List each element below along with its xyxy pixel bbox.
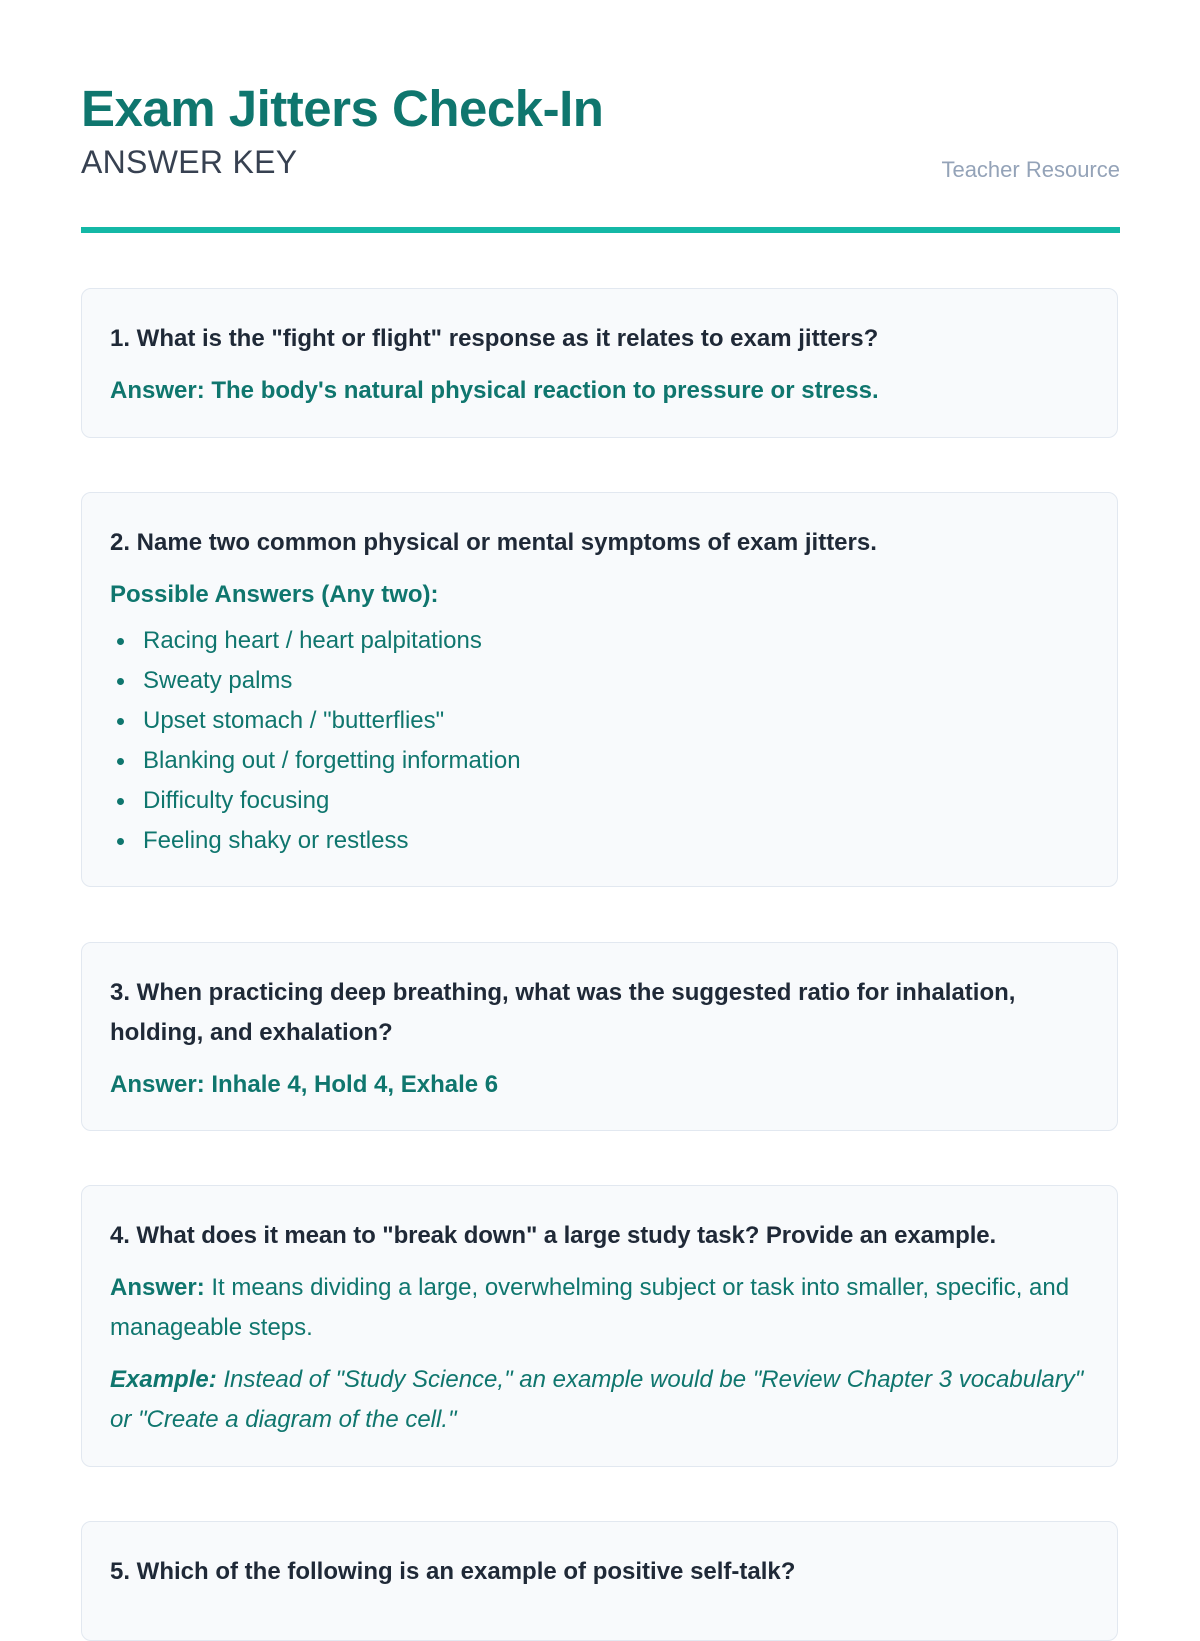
question-text: 3. When practicing deep breathing, what was the suggested ratio for inhalation, holding, and exhalation? [110, 979, 1016, 1046]
page-title: Exam Jitters Check-In [81, 80, 604, 137]
answer-body: It means dividing a large, overwhelming subject or task into smaller, specific, and manageable steps. [110, 1274, 1070, 1341]
bullet-icon [117, 758, 124, 765]
answer-text: Answer: Inhale 4, Hold 4, Exhale 6 [110, 1071, 499, 1098]
list-item-text: Feeling shaky or restless [143, 827, 409, 854]
list-item [110, 621, 1089, 661]
page-header [81, 0, 1120, 234]
list-item-text: Blanking out / forgetting information [143, 747, 521, 774]
bullet-icon [117, 678, 124, 685]
answer-list [110, 621, 1089, 861]
list-item [110, 701, 1089, 741]
list-item-text: Difficulty focusing [143, 787, 330, 814]
bullet-icon [117, 718, 124, 725]
question-text: 1. What is the "fight or flight" response as it relates to exam jitters? [110, 325, 879, 352]
example-lead: Example: [110, 1366, 217, 1393]
list-item-text: Racing heart / heart palpitations [143, 627, 482, 654]
header-divider [81, 227, 1120, 233]
list-item [110, 661, 1089, 701]
answer-text [110, 1268, 1089, 1348]
question-card-2 [81, 492, 1118, 887]
page-subtitle: ANSWER KEY [81, 144, 298, 180]
answer-heading: Possible Answers (Any two): [110, 581, 439, 608]
bullet-icon [117, 638, 124, 645]
question-text: 4. What does it mean to "break down" a large study task? Provide an example. [110, 1222, 997, 1249]
list-item [110, 821, 1089, 861]
list-item [110, 741, 1089, 781]
answer-lead: Answer: [110, 1274, 205, 1301]
bullet-icon [117, 838, 124, 845]
question-card-5 [81, 1521, 1118, 1641]
bullet-icon [117, 798, 124, 805]
answer-key-page [81, 0, 1120, 1585]
list-item-text: Upset stomach / "butterflies" [143, 707, 445, 734]
example-body: Instead of "Study Science," an example would be "Review Chapter 3 vocabulary" or "Create a diagram of the cell." [110, 1366, 1084, 1433]
question-card-1 [81, 288, 1118, 438]
question-text: 5. Which of the following is an example of positive self-talk? [110, 1558, 796, 1585]
question-card-3 [81, 942, 1118, 1131]
example-text [110, 1360, 1089, 1440]
list-item-text: Sweaty palms [143, 667, 293, 694]
list-item [110, 781, 1089, 821]
resource-label: Teacher Resource [941, 157, 1120, 182]
question-text: 2. Name two common physical or mental symptoms of exam jitters. [110, 529, 877, 556]
answer-text: Answer: The body's natural physical reaction to pressure or stress. [110, 377, 879, 404]
question-card-4 [81, 1185, 1118, 1467]
